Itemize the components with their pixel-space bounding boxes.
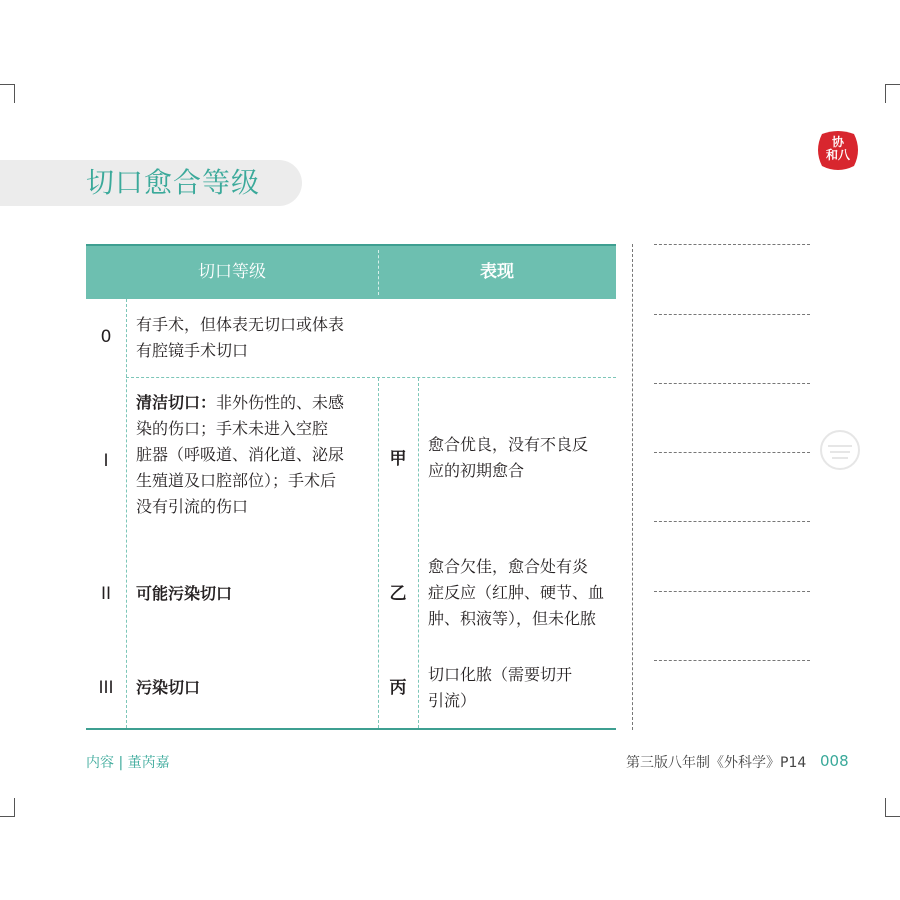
header-manifestation: 表现: [480, 262, 514, 282]
note-line: [654, 244, 810, 245]
grade-yi: 乙: [389, 584, 407, 604]
crop-mark-bottom-left: [0, 798, 15, 817]
row-I-desc: 非外伤性的、未感 染的伤口；手术未进入空腔 脏器（呼吸道、消化道、泌尿 生殖道及口腔部位）；手术后 没有引流的伤口: [136, 393, 345, 516]
notes-area: [632, 244, 810, 730]
grade-jia: 甲: [389, 449, 407, 469]
header-cut-grade: 切口等级: [198, 262, 266, 282]
note-line: [654, 452, 810, 453]
seal-icon: [816, 128, 860, 172]
notes-divider: [632, 244, 633, 730]
crop-mark-top-right: [885, 84, 900, 103]
level-II: II: [100, 584, 112, 604]
row-II-text: 可能污染切口: [136, 584, 233, 603]
healing-grade-table: [86, 244, 616, 730]
note-line: [654, 591, 810, 592]
page-number: 008: [820, 752, 849, 770]
row-I-bold: 清洁切口：: [136, 393, 217, 412]
table-header: [86, 244, 616, 299]
grade-yi-text: 愈合欠佳，愈合处有炎 症反应（红肿、硬节、血 肿、积液等），但未化脓: [428, 557, 605, 628]
level-I: I: [103, 451, 109, 471]
footer-source: 第三版八年制《外科学》P14: [626, 755, 807, 771]
grade-bing: 丙: [389, 678, 407, 698]
crop-mark-bottom-right: [885, 798, 900, 817]
level-III: III: [98, 678, 114, 698]
footer-author: 内容 | 董芮嘉: [86, 755, 170, 771]
grid-hline-1: [126, 377, 616, 378]
seal-text: 协 和八: [825, 135, 850, 162]
grade-jia-text: 愈合优良，没有不良反 应的初期愈合: [428, 435, 589, 480]
grid-vline-1: [126, 299, 127, 728]
note-line: [654, 660, 810, 661]
note-line: [654, 521, 810, 522]
note-line: [654, 314, 810, 315]
row-I-text: [136, 390, 376, 520]
table-bottom-rule: [86, 728, 616, 730]
crop-mark-top-left: [0, 84, 15, 103]
row-III-text: 污染切口: [136, 678, 201, 697]
page-title: 切口愈合等级: [86, 166, 261, 199]
watermark-icon: [818, 428, 862, 472]
grade-bing-text: 切口化脓（需要切开 引流）: [428, 665, 573, 710]
grid-vline-3: [418, 378, 419, 728]
row-0-text: 有手术，但体表无切口或体表 有腔镜手术切口: [136, 315, 345, 360]
note-line: [654, 383, 810, 384]
level-0: 0: [100, 327, 112, 347]
